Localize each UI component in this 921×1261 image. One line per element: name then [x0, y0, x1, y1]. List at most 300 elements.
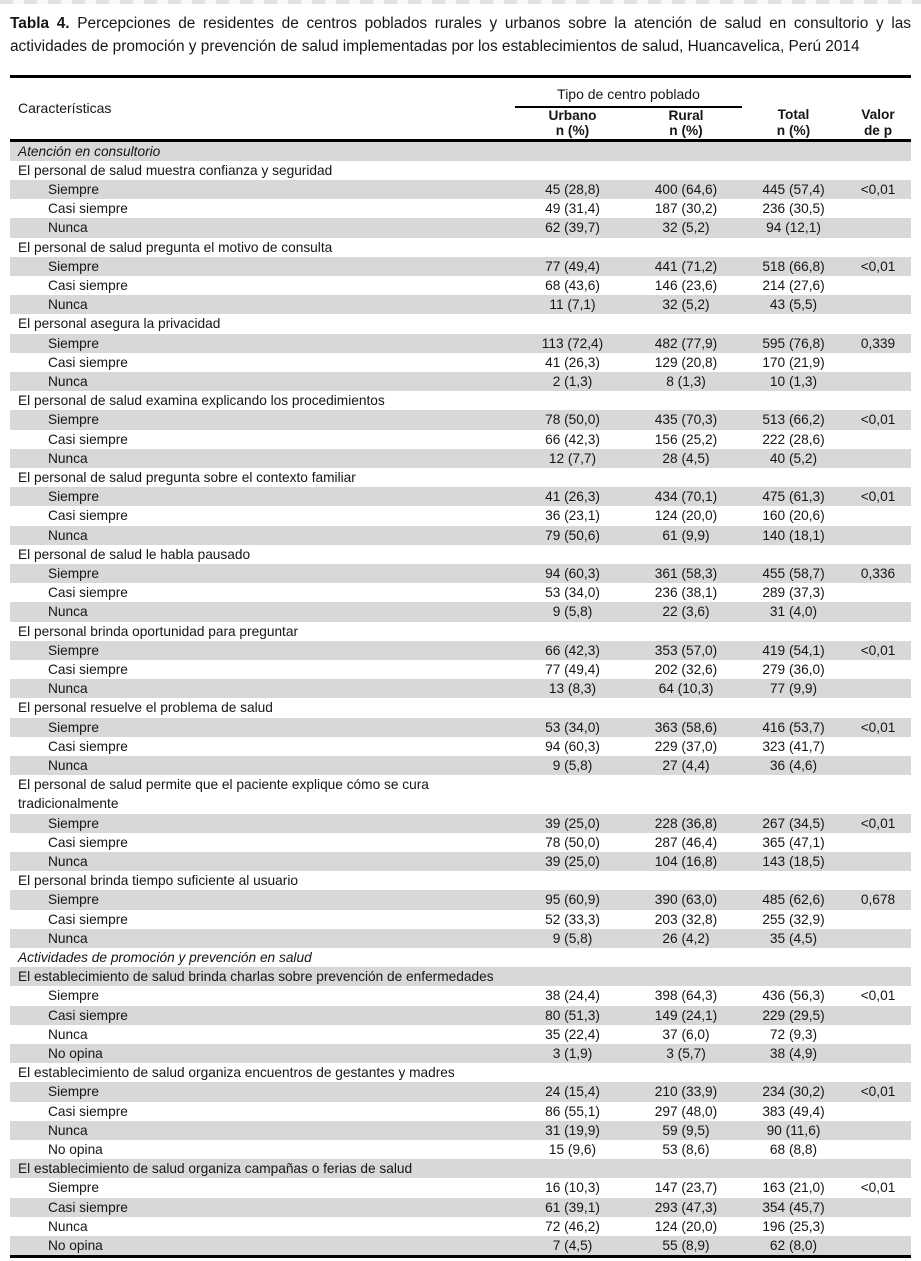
cell-p: [845, 1044, 911, 1063]
row-label: Casi siempre: [48, 585, 128, 601]
row-label: Casi siempre: [48, 1103, 128, 1119]
row-label: Casi siempre: [48, 277, 128, 293]
row-label: Nunca: [48, 1218, 88, 1234]
row-label: Casi siempre: [48, 1199, 128, 1215]
cell-urbano: 53 (34,0): [545, 719, 600, 735]
row-label: Siempre: [48, 412, 99, 428]
cell-rural: 435 (70,3): [654, 412, 718, 428]
cell-rural: 3 (5,7): [666, 1046, 706, 1062]
table-row: [10, 180, 911, 199]
cell-total: 62 (8,0): [769, 1238, 818, 1254]
spanner-row: [10, 77, 911, 107]
item-header: [10, 1063, 911, 1082]
cell-p: [845, 218, 911, 237]
cell-p: [845, 910, 911, 929]
cell-rural: 8 (1,3): [666, 373, 706, 389]
cell-urbano: 94 (60,3): [545, 738, 600, 754]
header-text: El establecimiento de salud organiza campañas o ferias de salud: [18, 1161, 413, 1177]
cell-rural: 361 (58,3): [654, 565, 718, 581]
cell-p: [845, 1140, 911, 1159]
cell-total: 140 (18,1): [762, 527, 825, 543]
cell-p: [845, 679, 911, 698]
caption-label: Tabla 4.: [10, 15, 70, 32]
table-row: [10, 140, 911, 161]
cell-p: <0,01: [860, 258, 896, 274]
table-row: [10, 449, 911, 468]
table-row: [10, 468, 911, 487]
cell-urbano: 72 (46,2): [545, 1218, 600, 1234]
header-rural: Rural n (%): [630, 107, 742, 141]
row-label: Siempre: [48, 258, 99, 274]
cell-urbano: 79 (50,6): [545, 527, 600, 543]
cell-rural: 32 (5,2): [662, 220, 710, 236]
item-header: [10, 314, 911, 333]
cell-p: <0,01: [860, 412, 896, 428]
table-row: [10, 948, 911, 967]
cell-urbano: 80 (51,3): [545, 1007, 600, 1023]
cell-total: 163 (21,0): [762, 1180, 825, 1196]
cell-total: 68 (8,8): [769, 1142, 818, 1158]
cell-total: 196 (25,3): [762, 1218, 825, 1234]
header-text: El personal de salud examina explicando los procedimientos: [18, 393, 385, 409]
table-row: [10, 833, 911, 852]
cell-urbano: 78 (50,0): [545, 412, 600, 428]
cell-urbano: 68 (43,6): [545, 277, 600, 293]
cell-rural: 28 (4,5): [662, 450, 710, 466]
cell-rural: 156 (25,2): [654, 431, 718, 447]
cell-p: 0,678: [860, 892, 896, 908]
cell-urbano: 9 (5,8): [552, 604, 593, 620]
cell-urbano: 66 (42,3): [545, 431, 600, 447]
cell-rural: 398 (64,3): [654, 988, 718, 1004]
cell-rural: 236 (38,1): [654, 585, 718, 601]
cell-p: <0,01: [860, 988, 896, 1004]
cell-total: 31 (4,0): [769, 604, 818, 620]
cell-p: [845, 372, 911, 391]
item-header: [10, 238, 911, 257]
header-text: Actividades de promoción y prevención en salud: [18, 950, 312, 966]
cell-rural: 129 (20,8): [654, 354, 718, 370]
item-header: [10, 1159, 911, 1178]
cell-p: [845, 1198, 911, 1217]
header-text: El personal brinda tiempo suficiente al usuario: [18, 873, 298, 889]
cell-urbano: 2 (1,3): [552, 373, 593, 389]
header-valor-p: Valor de p: [845, 107, 911, 141]
item-header: [10, 698, 911, 717]
cell-urbano: 31 (19,9): [545, 1122, 600, 1138]
cell-p: [845, 199, 911, 218]
row-label: No opina: [48, 1046, 103, 1062]
stats-table: [10, 75, 911, 1258]
table-row: [10, 1159, 911, 1178]
table-row: [10, 161, 911, 180]
table-row: [10, 410, 911, 429]
table-row: [10, 218, 911, 237]
cell-total: 234 (30,2): [762, 1084, 825, 1100]
cell-urbano: 86 (55,1): [545, 1103, 600, 1119]
cell-urbano: 11 (7,1): [549, 297, 596, 313]
cell-p: <0,01: [860, 642, 896, 658]
cell-total: 170 (21,9): [762, 354, 825, 370]
cell-p: [845, 276, 911, 295]
cell-total: 143 (18,5): [762, 854, 825, 870]
cell-p: [845, 1006, 911, 1025]
header-text: El personal de salud muestra confianza y seguridad: [18, 162, 333, 178]
table-header: [10, 77, 911, 141]
cell-total: 323 (41,7): [762, 738, 825, 754]
table-row: [10, 1082, 911, 1101]
cell-total: 455 (58,7): [762, 565, 825, 581]
cell-urbano: 12 (7,7): [548, 450, 597, 466]
cell-p: [845, 295, 911, 314]
cell-p: [845, 756, 911, 775]
cell-rural: 441 (71,2): [654, 258, 718, 274]
cell-urbano: 7 (4,5): [552, 1238, 593, 1254]
row-label: Siempre: [48, 988, 99, 1004]
table-row: [10, 602, 911, 621]
cell-total: 513 (66,2): [762, 412, 825, 428]
section-header: [10, 948, 911, 967]
row-label: Nunca: [48, 1026, 88, 1042]
table-row: [10, 775, 911, 813]
cell-total: 43 (5,5): [769, 297, 818, 313]
table-row: [10, 1198, 911, 1217]
table-body: [10, 140, 911, 1257]
cell-p: <0,01: [860, 181, 896, 197]
cell-rural: 147 (23,7): [654, 1180, 718, 1196]
row-label: Casi siempre: [48, 911, 128, 927]
cell-total: 36 (4,6): [769, 758, 818, 773]
cell-urbano: 39 (25,0): [545, 815, 600, 831]
cell-p: <0,01: [860, 1084, 896, 1100]
header-total-npct: n (%): [776, 122, 811, 138]
cell-total: 38 (4,9): [769, 1046, 818, 1062]
row-label: Siempre: [48, 892, 99, 908]
table-row: [10, 1121, 911, 1140]
table-row: [10, 698, 911, 717]
row-label: Casi siempre: [48, 508, 128, 524]
cell-urbano: 39 (25,0): [545, 854, 600, 870]
cell-total: 354 (45,7): [762, 1199, 825, 1215]
header-spacer-valor: [845, 77, 911, 107]
cell-total: 279 (36,0): [762, 661, 825, 677]
table-row: [10, 1063, 911, 1082]
cell-rural: 37 (6,0): [662, 1026, 710, 1042]
table-row: [10, 372, 911, 391]
cell-total: 475 (61,3): [762, 489, 825, 505]
item-header: [10, 622, 911, 641]
table-row: [10, 1178, 911, 1197]
cell-rural: 400 (64,6): [654, 181, 718, 197]
cell-p: [845, 430, 911, 449]
cell-p: [845, 1236, 911, 1257]
header-text: El establecimiento de salud organiza encuentros de gestantes y madres: [18, 1065, 455, 1081]
table-row: [10, 1140, 911, 1159]
cell-p: [845, 660, 911, 679]
header-text: El personal de salud permite que el paciente explique cómo se cura tradicionalmente: [18, 777, 429, 812]
item-header: [10, 775, 911, 813]
row-label: Casi siempre: [48, 661, 128, 677]
cell-urbano: 36 (23,1): [545, 508, 600, 524]
cell-total: 222 (28,6): [762, 431, 825, 447]
cell-p: [845, 929, 911, 948]
cell-total: 416 (53,7): [762, 719, 825, 735]
cell-total: 485 (62,6): [762, 892, 825, 908]
table-row: [10, 314, 911, 333]
table-row: [10, 276, 911, 295]
section-header: [10, 140, 911, 161]
cell-p: <0,01: [860, 489, 896, 505]
cell-p: [845, 526, 911, 545]
row-label: Siempre: [48, 335, 99, 351]
row-label: Casi siempre: [48, 738, 128, 754]
cell-total: 436 (56,3): [762, 988, 825, 1004]
cell-urbano: 61 (39,1): [545, 1199, 600, 1215]
item-header: [10, 871, 911, 890]
table-row: [10, 564, 911, 583]
cell-rural: 482 (77,9): [654, 335, 718, 351]
cell-urbano: 52 (33,3): [545, 911, 600, 927]
cell-p: 0,339: [860, 335, 896, 351]
cell-p: [845, 353, 911, 372]
table-row: [10, 1025, 911, 1044]
cell-p: [845, 1025, 911, 1044]
cell-urbano: 13 (8,3): [548, 681, 597, 697]
row-label: Casi siempre: [48, 1007, 128, 1023]
header-text: El establecimiento de salud brinda charlas sobre prevención de enfermedades: [18, 969, 494, 985]
cell-rural: 104 (16,8): [654, 854, 718, 870]
header-text: El personal de salud pregunta el motivo de consulta: [18, 239, 333, 255]
cell-rural: 146 (23,6): [654, 277, 718, 293]
cell-rural: 353 (57,0): [654, 642, 718, 658]
header-text: Atención en consultorio: [18, 143, 161, 159]
cell-rural: 26 (4,2): [662, 930, 710, 946]
cell-urbano: 41 (26,3): [545, 489, 600, 505]
cell-rural: 27 (4,4): [662, 758, 710, 773]
cell-urbano: 49 (31,4): [545, 201, 600, 217]
row-label: Siempre: [48, 565, 99, 581]
table-row: [10, 852, 911, 871]
cell-urbano: 95 (60,9): [545, 892, 600, 908]
cell-total: 445 (57,4): [762, 181, 825, 197]
row-label: Siempre: [48, 489, 99, 505]
cell-p: [845, 1217, 911, 1236]
row-label: Nunca: [48, 297, 88, 313]
cell-p: [845, 583, 911, 602]
row-label: Nunca: [48, 373, 88, 389]
table-row: [10, 660, 911, 679]
cell-total: 518 (66,8): [762, 258, 825, 274]
caption-line-2: [10, 36, 911, 59]
cell-p: [845, 449, 911, 468]
table-row: [10, 929, 911, 948]
header-text: El personal de salud pregunta sobre el contexto familiar: [18, 469, 356, 485]
header-spacer-total: [742, 77, 845, 107]
cell-rural: 293 (47,3): [654, 1199, 718, 1215]
cell-rural: 55 (8,9): [662, 1238, 710, 1254]
cell-urbano: 78 (50,0): [545, 834, 600, 850]
row-label: Nunca: [48, 604, 88, 620]
cell-p: [845, 737, 911, 756]
caption-line-1: [10, 13, 911, 36]
table-row: [10, 890, 911, 909]
item-header: [10, 391, 911, 410]
table-row: [10, 295, 911, 314]
cell-total: 289 (37,3): [762, 585, 825, 601]
table-row: [10, 910, 911, 929]
cell-urbano: 41 (26,3): [545, 354, 600, 370]
table-row: [10, 986, 911, 1005]
table-row: [10, 238, 911, 257]
row-label: Nunca: [48, 220, 88, 236]
cell-rural: 149 (24,1): [654, 1007, 718, 1023]
cell-urbano: 45 (28,8): [545, 181, 600, 197]
cell-urbano: 35 (22,4): [545, 1026, 600, 1042]
header-urbano: Urbano n (%): [515, 107, 630, 141]
cell-p: <0,01: [860, 1180, 896, 1196]
header-caracteristicas: Características: [10, 77, 515, 141]
caption-text-1: Percepciones de residentes de centros poblados rurales y urbanos sobre la atención de salud en consultorio y las: [77, 15, 912, 32]
cell-p: [845, 1121, 911, 1140]
cell-total: 35 (4,5): [769, 930, 818, 946]
row-label: Casi siempre: [48, 201, 128, 217]
header-rural-npct: n (%): [669, 123, 703, 138]
table-row: [10, 967, 911, 986]
cell-urbano: 3 (1,9): [552, 1046, 593, 1062]
table-row: [10, 756, 911, 775]
row-label: Nunca: [48, 758, 88, 773]
header-total: Total n (%): [742, 107, 845, 141]
table-row: [10, 487, 911, 506]
cell-total: 229 (29,5): [762, 1007, 825, 1023]
cell-rural: 53 (8,6): [662, 1142, 710, 1158]
table-row: [10, 391, 911, 410]
table-row: [10, 353, 911, 372]
cell-urbano: 113 (72,4): [541, 335, 604, 351]
cell-total: 72 (9,3): [769, 1026, 818, 1042]
item-header: [10, 468, 911, 487]
header-text: El personal resuelve el problema de salud: [18, 700, 273, 716]
table-caption: [0, 0, 921, 58]
table-row: [10, 583, 911, 602]
table-row: [10, 1236, 911, 1257]
cell-p: [845, 506, 911, 525]
table-row: [10, 334, 911, 353]
cell-p: [845, 852, 911, 871]
row-label: Nunca: [48, 527, 88, 543]
table-row: [10, 622, 911, 641]
row-label: Casi siempre: [48, 834, 128, 850]
table-row: [10, 1044, 911, 1063]
cell-rural: 203 (32,8): [654, 911, 718, 927]
table-row: [10, 199, 911, 218]
table-row: [10, 1217, 911, 1236]
cell-rural: 32 (5,2): [662, 297, 710, 313]
table-row: [10, 257, 911, 276]
scan-artifact-strip: [0, 0, 921, 4]
item-header: [10, 545, 911, 564]
cell-rural: 64 (10,3): [658, 681, 714, 697]
header-tipo-centro-poblado: Tipo de centro poblado: [515, 77, 742, 107]
cell-urbano: 77 (49,4): [545, 661, 600, 677]
cell-urbano: 9 (5,8): [552, 758, 593, 773]
cell-urbano: 24 (15,4): [545, 1084, 600, 1100]
cell-total: 10 (1,3): [769, 373, 818, 389]
row-label: Nunca: [48, 450, 88, 466]
cell-rural: 287 (46,4): [654, 834, 718, 850]
cell-total: 419 (54,1): [762, 642, 825, 658]
row-label: Casi siempre: [48, 354, 128, 370]
cell-urbano: 94 (60,3): [545, 565, 600, 581]
cell-total: 383 (49,4): [762, 1103, 825, 1119]
header-valor-dep: de p: [863, 122, 893, 138]
cell-total: 236 (30,5): [762, 201, 825, 217]
cell-rural: 229 (37,0): [654, 738, 718, 754]
cell-rural: 124 (20,0): [654, 508, 718, 524]
cell-rural: 390 (63,0): [654, 892, 718, 908]
cell-rural: 297 (48,0): [654, 1103, 718, 1119]
table-row: [10, 526, 911, 545]
cell-rural: 228 (36,8): [654, 815, 718, 831]
row-label: Siempre: [48, 1180, 99, 1196]
cell-rural: 124 (20,0): [654, 1218, 718, 1234]
cell-urbano: 9 (5,8): [552, 930, 593, 946]
cell-total: 255 (32,9): [762, 911, 825, 927]
cell-rural: 210 (33,9): [654, 1084, 718, 1100]
cell-total: 94 (12,1): [766, 220, 821, 236]
caption-text-2: actividades de promoción y prevención de salud implementadas por los establecimientos de salud, Huancavelica, Perú 2014: [10, 37, 860, 55]
row-label: Nunca: [48, 681, 88, 697]
cell-urbano: 38 (24,4): [545, 988, 600, 1004]
cell-urbano: 53 (34,0): [545, 585, 600, 601]
cell-total: 267 (34,5): [762, 815, 825, 831]
row-label: Nunca: [48, 854, 88, 870]
table-row: [10, 679, 911, 698]
table-row: [10, 1102, 911, 1121]
row-label: Nunca: [48, 930, 88, 946]
cell-urbano: 62 (39,7): [545, 220, 600, 236]
cell-urbano: 66 (42,3): [545, 642, 600, 658]
header-text: El personal asegura la privacidad: [18, 316, 221, 332]
row-label: Siempre: [48, 642, 99, 658]
table-row: [10, 430, 911, 449]
cell-p: [845, 1102, 911, 1121]
cell-p: 0,336: [860, 565, 896, 581]
cell-rural: 202 (32,6): [654, 661, 718, 677]
cell-urbano: 77 (49,4): [545, 258, 600, 274]
row-label: Siempre: [48, 1084, 99, 1100]
row-label: No opina: [48, 1238, 103, 1254]
table-row: [10, 871, 911, 890]
cell-rural: 61 (9,9): [662, 527, 710, 543]
cell-p: <0,01: [860, 719, 896, 735]
cell-rural: 22 (3,6): [662, 604, 710, 620]
item-header: [10, 967, 911, 986]
row-label: Casi siempre: [48, 431, 128, 447]
cell-urbano: 16 (10,3): [545, 1180, 600, 1196]
cell-p: <0,01: [860, 815, 896, 831]
cell-total: 90 (11,6): [766, 1122, 821, 1138]
cell-rural: 434 (70,1): [654, 489, 718, 505]
row-label: Siempre: [48, 181, 99, 197]
table-row: [10, 545, 911, 564]
header-text: El personal de salud le habla pausado: [18, 546, 251, 562]
cell-total: 595 (76,8): [762, 335, 825, 351]
cell-total: 160 (20,6): [762, 508, 825, 524]
header-text: El personal brinda oportunidad para preguntar: [18, 623, 299, 639]
table-row: [10, 1006, 911, 1025]
row-label: No opina: [48, 1142, 103, 1158]
